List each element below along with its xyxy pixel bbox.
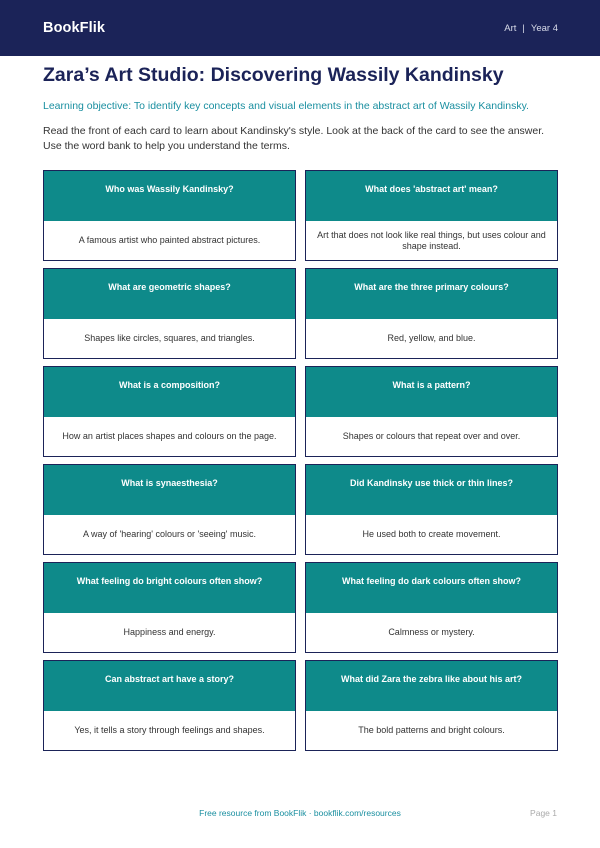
flashcard[interactable]: [305, 464, 558, 555]
flashcard[interactable]: [305, 268, 558, 359]
meta-separator: |: [522, 22, 525, 34]
card-answer: Art that does not look like real things, but uses colour and shape instead.: [306, 221, 557, 260]
flashcard[interactable]: [43, 268, 296, 359]
page-number: Page 1: [530, 808, 557, 818]
flashcard[interactable]: [305, 660, 558, 751]
learning-objective: Learning objective: To identify key concepts and visual elements in the abstract art of Wassily Kandinsky.: [43, 100, 529, 112]
card-answer: The bold patterns and bright colours.: [306, 711, 557, 750]
flashcard[interactable]: [305, 170, 558, 261]
flashcard[interactable]: [43, 464, 296, 555]
flashcard[interactable]: [305, 562, 558, 653]
flashcard[interactable]: [43, 660, 296, 751]
card-answer: Happiness and energy.: [44, 613, 295, 652]
footer-resource-link[interactable]: Free resource from BookFlik · bookflik.com/resources: [199, 808, 401, 818]
card-question: What does 'abstract art' mean?: [306, 171, 557, 221]
card-question: Did Kandinsky use thick or thin lines?: [306, 465, 557, 515]
intro-text: Read the front of each card to learn about Kandinsky's style. Look at the back of the card to see the answer. Use the word bank to help you understand the terms.: [43, 125, 545, 152]
card-question: What is synaesthesia?: [44, 465, 295, 515]
subject-label: Art: [504, 22, 517, 34]
card-answer: Yes, it tells a story through feelings and shapes.: [44, 711, 295, 750]
card-answer: A famous artist who painted abstract pictures.: [44, 221, 295, 260]
card-answer: How an artist places shapes and colours on the page.: [44, 417, 295, 456]
flashcard[interactable]: [43, 562, 296, 653]
brand-logo[interactable]: BookFlik: [43, 20, 106, 36]
page-title: Zara’s Art Studio: Discovering Wassily Kandinsky: [43, 64, 504, 86]
card-question: Can abstract art have a story?: [44, 661, 295, 711]
flashcard[interactable]: [43, 366, 296, 457]
flashcard-grid: [43, 170, 558, 751]
card-question: What are the three primary colours?: [306, 269, 557, 319]
year-label: Year 4: [530, 22, 558, 34]
card-question: What feeling do bright colours often show?: [44, 563, 295, 613]
card-question: What did Zara the zebra like about his art?: [306, 661, 557, 711]
card-answer: Red, yellow, and blue.: [306, 319, 557, 358]
card-answer: Shapes like circles, squares, and triangles.: [44, 319, 295, 358]
card-question: What is a pattern?: [306, 367, 557, 417]
flashcard[interactable]: [43, 170, 296, 261]
card-question: What feeling do dark colours often show?: [306, 563, 557, 613]
card-answer: Calmness or mystery.: [306, 613, 557, 652]
card-question: What are geometric shapes?: [44, 269, 295, 319]
header-bar: [0, 0, 600, 56]
flashcard[interactable]: [305, 366, 558, 457]
header-meta: [504, 23, 558, 34]
card-answer: Shapes or colours that repeat over and over.: [306, 417, 557, 456]
card-question: What is a composition?: [44, 367, 295, 417]
card-answer: He used both to create movement.: [306, 515, 557, 554]
card-answer: A way of 'hearing' colours or 'seeing' music.: [44, 515, 295, 554]
card-question: Who was Wassily Kandinsky?: [44, 171, 295, 221]
